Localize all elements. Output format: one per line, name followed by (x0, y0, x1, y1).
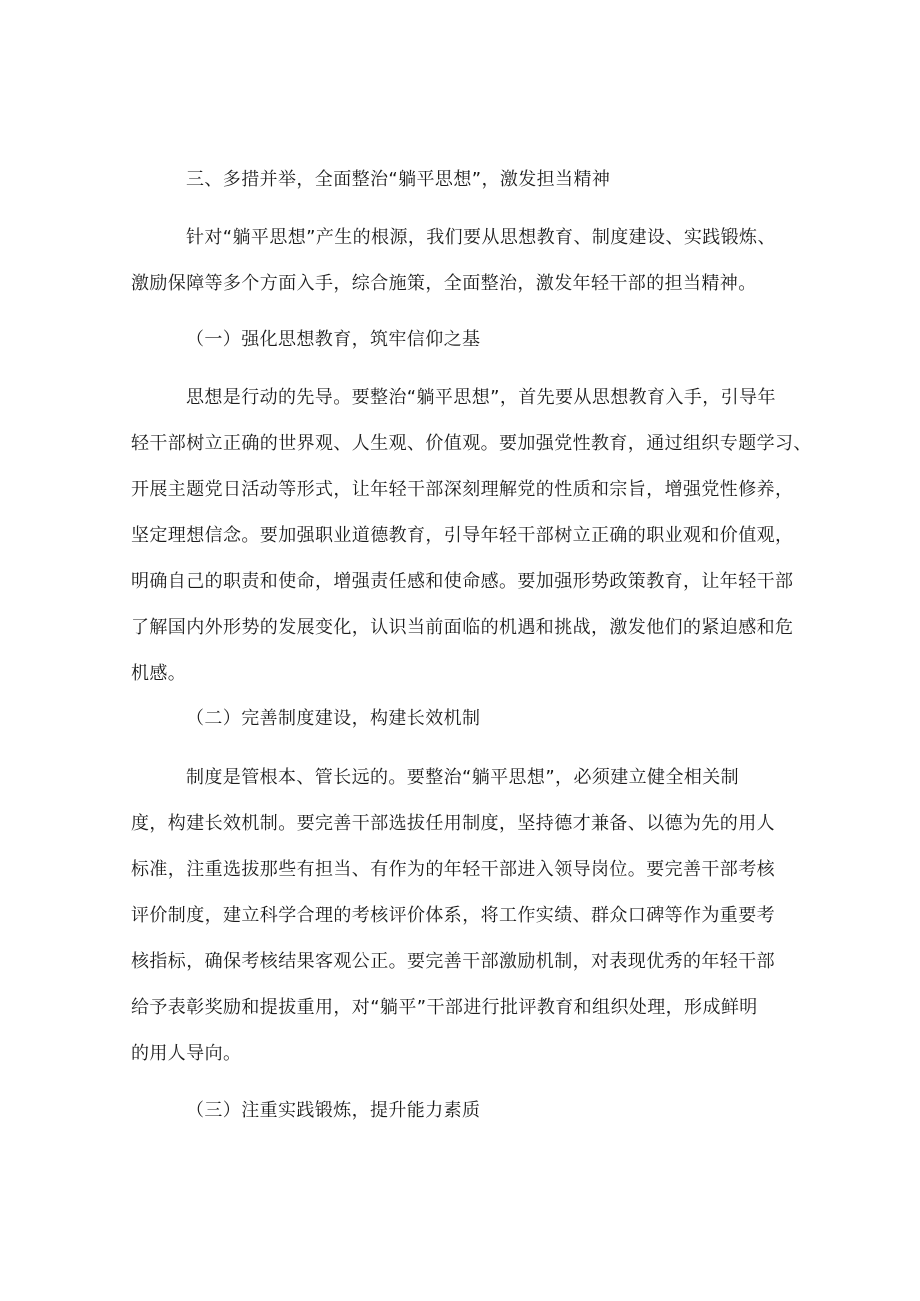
paragraph-line: 给予表彰奖励和提拔重用，对“躺平”干部进行批评教育和组织处理，形成鲜明 (131, 997, 758, 1018)
paragraph-line: 机感。 (131, 663, 187, 684)
subheading-3 (131, 1088, 793, 1134)
paragraph-1 (131, 375, 812, 697)
subheading-text: （一）强化思想教育，筑牢信仰之基 (186, 329, 481, 350)
paragraph-line: 激励保障等多个方面入手，综合施策，全面整治，激发年轻干部的担当精神。 (131, 273, 757, 294)
paragraph-line: 开展主题党日活动等形式，让年轻干部深刻理解党的性质和宗旨，增强党性修养， (131, 479, 794, 500)
paragraph-line: 坚定理想信念。要加强职业道德教育，引导年轻干部树立正确的职业观和价值观， (131, 525, 794, 546)
section-heading-text: 三、多措并举，全面整治“躺平思想”，激发担当精神 (186, 169, 611, 190)
paragraph-line: 核指标，确保考核结果客观公正。要完善干部激励机制，对表现优秀的年轻干部 (131, 951, 775, 972)
paragraph-line: 标准，注重选拔那些有担当、有作为的年轻干部进入领导岗位。要完善干部考核 (131, 859, 775, 880)
paragraph-line: 针对“躺平思想”产生的根源，我们要从思想教育、制度建设、实践锻炼、 (186, 227, 776, 248)
paragraph-line: 制度是管根本、管长远的。要整治“躺平思想”，必须建立健全相关制 (186, 767, 740, 788)
paragraph-2 (131, 755, 793, 1077)
subheading-1 (131, 317, 793, 363)
section-heading (131, 157, 793, 203)
paragraph-line: 轻干部树立正确的世界观、人生观、价值观。要加强党性教育，通过组织专题学习、 (131, 433, 812, 454)
subheading-text: （三）注重实践锻炼，提升能力素质 (186, 1100, 481, 1121)
intro-paragraph (131, 215, 793, 307)
subheading-text: （二）完善制度建设，构建长效机制 (186, 708, 481, 729)
paragraph-line: 的用人导向。 (131, 1043, 242, 1064)
paragraph-line: 评价制度，建立科学合理的考核评价体系，将工作实绩、群众口碑等作为重要考 (131, 905, 775, 926)
paragraph-line: 思想是行动的先导。要整治“躺平思想”，首先要从思想教育入手，引导年 (186, 387, 776, 408)
paragraph-line: 明确自己的职责和使命，增强责任感和使命感。要加强形势政策教育，让年轻干部 (131, 571, 794, 592)
paragraph-line: 了解国内外形势的发展变化，认识当前面临的机遇和挑战，激发他们的紧迫感和危 (131, 617, 794, 638)
subheading-2 (131, 696, 793, 742)
paragraph-line: 度，构建长效机制。要完善干部选拔任用制度，坚持德才兼备、以德为先的用人 (131, 813, 775, 834)
